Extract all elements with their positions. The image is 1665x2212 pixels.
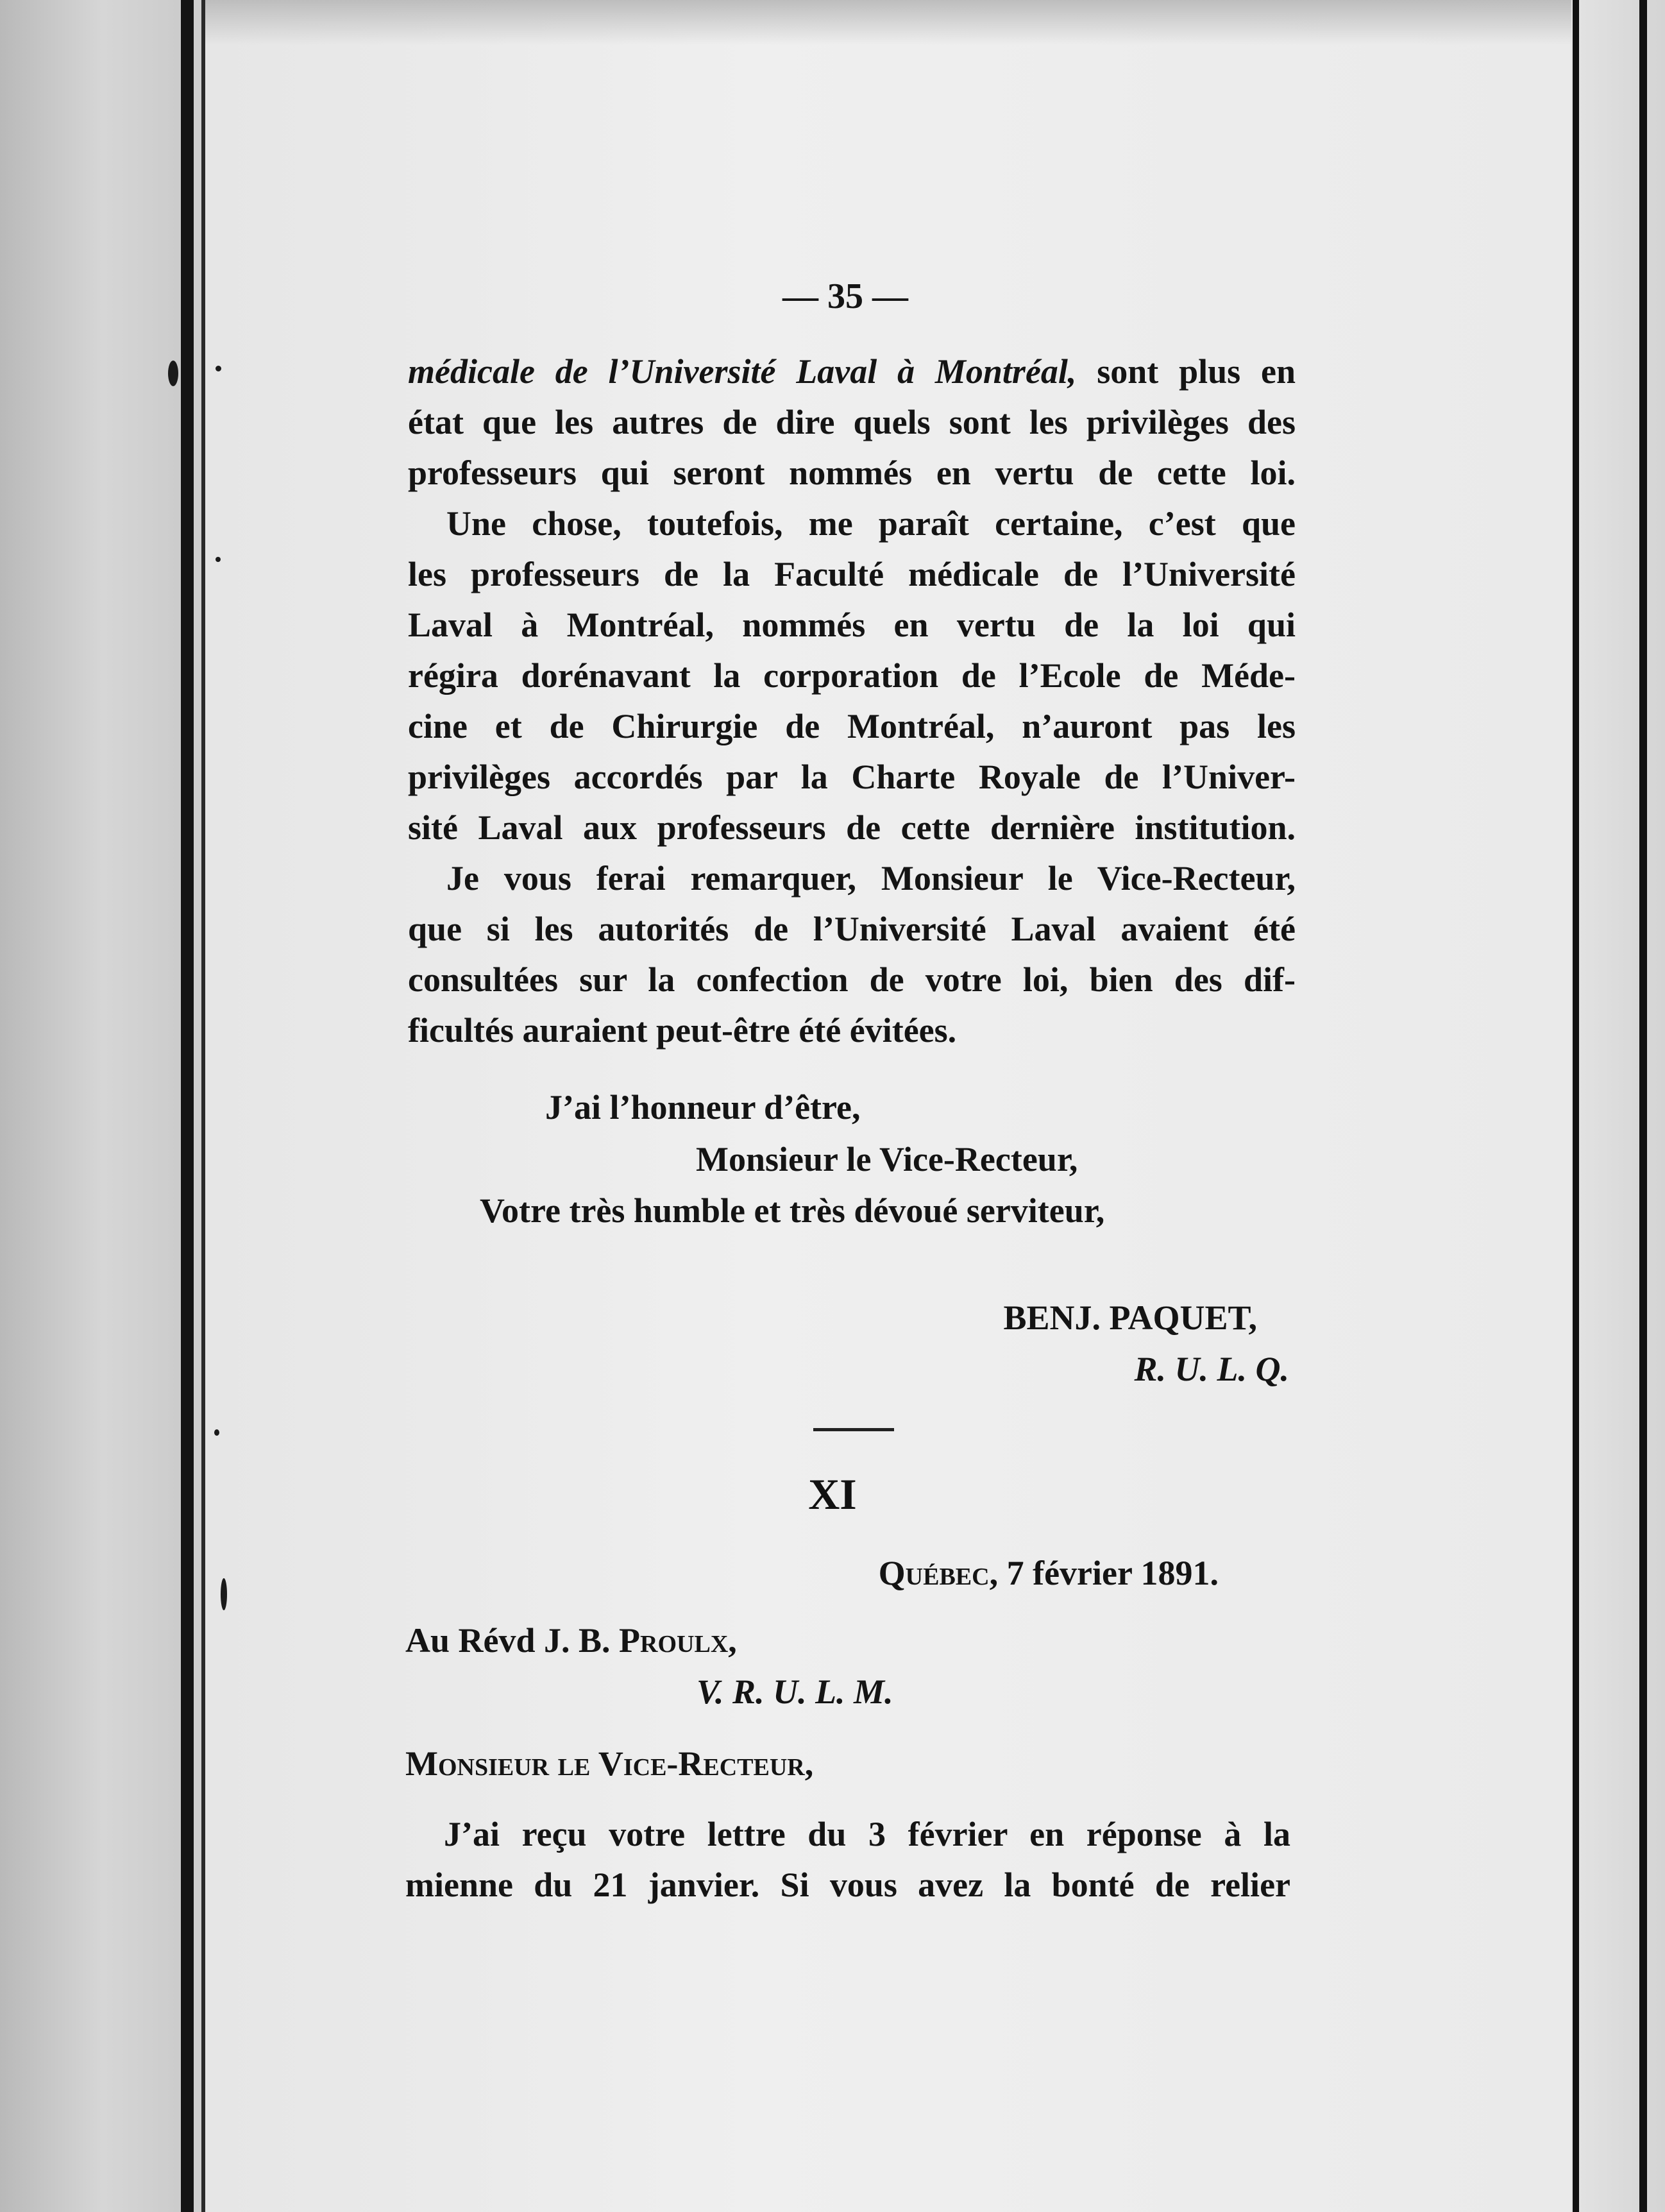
text-line: privilèges accordés par la Charte Royale de l’Univer- <box>408 758 1296 796</box>
page-number: — 35 — <box>782 276 908 316</box>
recipient-title: V. R. U. L. M. <box>697 1672 893 1711</box>
paragraph-1 <box>408 346 1296 498</box>
top-shadow <box>205 0 1571 45</box>
text-line: consultées sur la confection de votre loi, bien des dif- <box>408 960 1296 999</box>
right-border-line-outer <box>1639 0 1647 2212</box>
text-line: état que les autres de dire quels sont les privilèges des <box>408 403 1296 441</box>
paragraph-2 <box>408 498 1296 853</box>
text-line: sité Laval aux professeurs de cette dernière institution. <box>408 808 1296 847</box>
signature-title: R. U. L. Q. <box>1134 1350 1289 1388</box>
margin-speck <box>221 1578 227 1610</box>
text-line: J’ai reçu votre lettre du 3 février en réponse à la <box>444 1815 1290 1853</box>
margin-speck <box>216 557 221 562</box>
margin-speck <box>168 361 178 386</box>
section-divider <box>813 1428 894 1431</box>
facing-page-strip <box>0 0 186 2212</box>
text-line: Je vous ferai remarquer, Monsieur le Vice-Recteur, <box>446 859 1296 898</box>
text-line: ficultés auraient peut-être été évitées. <box>408 1011 957 1050</box>
signature: BENJ. PAQUET, <box>1003 1298 1257 1337</box>
letter-numeral: XI <box>808 1470 857 1519</box>
text-line: Laval à Montréal, nommés en vertu de la loi qui <box>408 606 1296 644</box>
text-line: médicale de l’Université Laval à Montréal, sont plus en <box>408 352 1296 391</box>
salutation: Monsieur le Vice-Recteur, <box>405 1744 814 1783</box>
text-line: cine et de Chirurgie de Montréal, n’auront pas les <box>408 707 1296 745</box>
text-line: que si les autorités de l’Université Laval avaient été <box>408 910 1296 948</box>
letter-xi-body <box>405 1809 1290 1910</box>
closing-line-1: J’ai l’honneur d’être, <box>545 1088 861 1127</box>
text-line: mienne du 21 janvier. Si vous avez la bonté de relier <box>405 1866 1290 1904</box>
date-line <box>770 1548 1219 1599</box>
right-border-line <box>1573 0 1579 2212</box>
closing-line-3: Votre très humble et très dévoué serviteur, <box>480 1191 1105 1230</box>
binding-line <box>181 0 194 2212</box>
paragraph-3 <box>408 853 1296 1056</box>
right-page-edge <box>1571 0 1665 2212</box>
margin-speck <box>216 366 221 371</box>
date: 7 février 1891. <box>1006 1554 1219 1592</box>
text-line: professeurs qui seront nommés en vertu de cette loi. <box>408 454 1296 492</box>
text-line: Une chose, toutefois, me paraît certaine, c’est que <box>446 504 1296 543</box>
margin-speck <box>214 1429 219 1436</box>
text-line: les professeurs de la Faculté médicale de l’Université <box>408 555 1296 593</box>
recipient: Au Révd J. B. Proulx, <box>405 1621 737 1660</box>
closing-line-2: Monsieur le Vice-Recteur, <box>696 1140 1078 1178</box>
place: Québec, <box>878 1554 999 1592</box>
text-line: régira dorénavant la corporation de l’Ecole de Méde- <box>408 656 1296 695</box>
binding-line-thin <box>201 0 205 2212</box>
